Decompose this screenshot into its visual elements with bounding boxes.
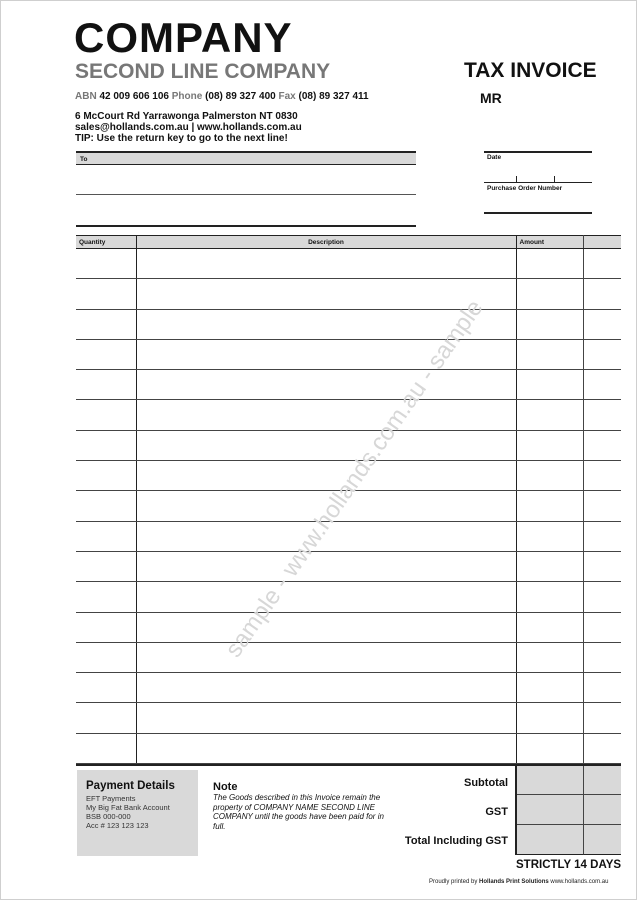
cents-cell[interactable] <box>583 309 621 339</box>
quantity-cell[interactable] <box>76 733 136 763</box>
cents-cell[interactable] <box>583 521 621 551</box>
web-line: sales@hollands.com.au | www.hollands.com.au <box>75 122 302 133</box>
cents-cell[interactable] <box>583 339 621 369</box>
col-cents <box>583 236 621 249</box>
amount-cell[interactable] <box>516 521 583 551</box>
description-cell[interactable] <box>136 703 516 733</box>
description-cell[interactable] <box>136 400 516 430</box>
address-line: 6 McCourt Rd Yarrawonga Palmerston NT 0830 <box>75 111 298 122</box>
table-row <box>76 521 621 551</box>
items-header-row <box>76 236 621 249</box>
to-band <box>76 152 416 164</box>
address-block <box>75 111 302 144</box>
amount-cell[interactable] <box>516 370 583 400</box>
quantity-cell[interactable] <box>76 703 136 733</box>
total-amount-cell[interactable] <box>516 825 584 855</box>
note-text: The Goods described in this Invoice remain the property of COMPANY NAME SECOND LINE COMPANY until the goods have been paid for in full. <box>213 793 384 831</box>
cents-cell[interactable] <box>583 430 621 460</box>
abn-value: 42 009 606 106 <box>99 91 169 102</box>
description-cell[interactable] <box>136 642 516 672</box>
cents-cell[interactable] <box>583 370 621 400</box>
total-label: Total Including GST <box>404 835 508 847</box>
description-cell[interactable] <box>136 370 516 400</box>
table-row <box>76 612 621 642</box>
cents-cell[interactable] <box>583 673 621 703</box>
description-cell[interactable] <box>136 673 516 703</box>
amount-cell[interactable] <box>516 339 583 369</box>
cents-cell[interactable] <box>583 551 621 581</box>
table-row <box>76 642 621 672</box>
to-top-rule <box>76 151 416 153</box>
second-line-company: SECOND LINE COMPANY <box>75 60 331 83</box>
table-row <box>76 703 621 733</box>
quantity-cell[interactable] <box>76 582 136 612</box>
table-row <box>76 339 621 369</box>
quantity-cell[interactable] <box>76 642 136 672</box>
quantity-cell[interactable] <box>76 430 136 460</box>
quantity-cell[interactable] <box>76 400 136 430</box>
amount-cell[interactable] <box>516 612 583 642</box>
payment-line: My Big Fat Bank Account <box>86 803 170 812</box>
quantity-cell[interactable] <box>76 491 136 521</box>
amount-cell[interactable] <box>516 703 583 733</box>
payment-line: Acc # 123 123 123 <box>86 821 149 830</box>
date-field-line[interactable] <box>484 182 592 183</box>
table-row <box>76 370 621 400</box>
description-cell[interactable] <box>136 430 516 460</box>
sample-watermark: sample - www.hollands.com.au - sample <box>220 295 489 663</box>
gst-amount-cell[interactable] <box>516 795 584 825</box>
payment-title: Payment Details <box>86 780 175 792</box>
quantity-cell[interactable] <box>76 339 136 369</box>
table-row <box>76 733 621 763</box>
description-cell[interactable] <box>136 249 516 279</box>
description-cell[interactable] <box>136 551 516 581</box>
cents-cell[interactable] <box>583 733 621 763</box>
table-row <box>76 582 621 612</box>
col-quantity: Quantity <box>76 236 136 249</box>
gst-label: GST <box>485 806 508 818</box>
table-row <box>76 279 621 309</box>
totals-left-rule <box>515 765 517 855</box>
document-title: TAX INVOICE <box>464 59 597 82</box>
cents-cell[interactable] <box>583 400 621 430</box>
quantity-cell[interactable] <box>76 370 136 400</box>
cents-cell[interactable] <box>583 249 621 279</box>
subtotal-cents-cell[interactable] <box>584 766 621 795</box>
fax-value: (08) 89 327 411 <box>298 91 369 102</box>
cents-cell[interactable] <box>583 582 621 612</box>
date-top-rule <box>484 151 592 153</box>
cents-cell[interactable] <box>583 642 621 672</box>
amount-cell[interactable] <box>516 279 583 309</box>
quantity-cell[interactable] <box>76 673 136 703</box>
quantity-cell[interactable] <box>76 521 136 551</box>
quantity-cell[interactable] <box>76 612 136 642</box>
tip-line: TIP: Use the return key to go to the next line! <box>75 133 288 144</box>
amount-cell[interactable] <box>516 400 583 430</box>
payment-line: BSB 000-000 <box>86 812 131 821</box>
to-line-1[interactable] <box>76 194 416 195</box>
table-row <box>76 309 621 339</box>
note-title: Note <box>213 781 238 793</box>
date-tick-1 <box>516 176 517 182</box>
description-cell[interactable] <box>136 733 516 763</box>
company-name: COMPANY <box>74 14 293 61</box>
payment-lines <box>86 794 170 830</box>
amount-cell[interactable] <box>516 309 583 339</box>
to-line-2[interactable] <box>76 225 416 227</box>
col-description: Description <box>136 236 516 249</box>
amount-cell[interactable] <box>516 673 583 703</box>
po-field-line[interactable] <box>484 212 592 214</box>
date-tick-2 <box>554 176 555 182</box>
footer-url: www.hollands.com.au <box>550 879 609 885</box>
subtotal-label: Subtotal <box>464 777 508 789</box>
date-label: Date <box>487 154 502 161</box>
col-amount: Amount <box>516 236 583 249</box>
cents-cell[interactable] <box>583 612 621 642</box>
quantity-cell[interactable] <box>76 551 136 581</box>
cents-cell[interactable] <box>583 703 621 733</box>
table-row <box>76 673 621 703</box>
description-cell[interactable] <box>136 461 516 491</box>
document-subtitle: MR <box>480 90 502 106</box>
fax-label: Fax <box>278 91 296 102</box>
abn-label: ABN <box>75 91 97 102</box>
amount-cell[interactable] <box>516 430 583 460</box>
amount-cell[interactable] <box>516 249 583 279</box>
amount-cell[interactable] <box>516 733 583 763</box>
subtotal-amount-cell[interactable] <box>516 766 584 795</box>
gst-cents-cell[interactable] <box>584 795 621 825</box>
amount-cell[interactable] <box>516 582 583 612</box>
amount-cell[interactable] <box>516 461 583 491</box>
table-row <box>76 249 621 279</box>
contact-line <box>75 91 369 102</box>
cents-cell[interactable] <box>583 491 621 521</box>
amount-cell[interactable] <box>516 642 583 672</box>
quantity-cell[interactable] <box>76 279 136 309</box>
quantity-cell[interactable] <box>76 461 136 491</box>
description-cell[interactable] <box>136 612 516 642</box>
payment-terms: STRICTLY 14 DAYS <box>516 859 622 871</box>
table-row <box>76 551 621 581</box>
payment-line: EFT Payments <box>86 794 136 803</box>
description-cell[interactable] <box>136 582 516 612</box>
amount-cell[interactable] <box>516 491 583 521</box>
phone-value: (08) 89 327 400 <box>205 91 276 102</box>
footer-printer: Hollands Print Solutions <box>479 879 549 885</box>
cents-cell[interactable] <box>583 279 621 309</box>
total-cents-cell[interactable] <box>584 825 621 855</box>
quantity-cell[interactable] <box>76 309 136 339</box>
footer-prefix: Proudly printed by <box>429 879 478 885</box>
table-row <box>76 400 621 430</box>
po-label: Purchase Order Number <box>487 185 563 192</box>
to-label: To <box>80 156 88 163</box>
amount-cell[interactable] <box>516 551 583 581</box>
to-band-rule <box>76 164 416 165</box>
table-row <box>76 430 621 460</box>
printer-footer <box>429 879 608 885</box>
quantity-cell[interactable] <box>76 249 136 279</box>
phone-label: Phone <box>171 91 203 102</box>
cents-cell[interactable] <box>583 461 621 491</box>
